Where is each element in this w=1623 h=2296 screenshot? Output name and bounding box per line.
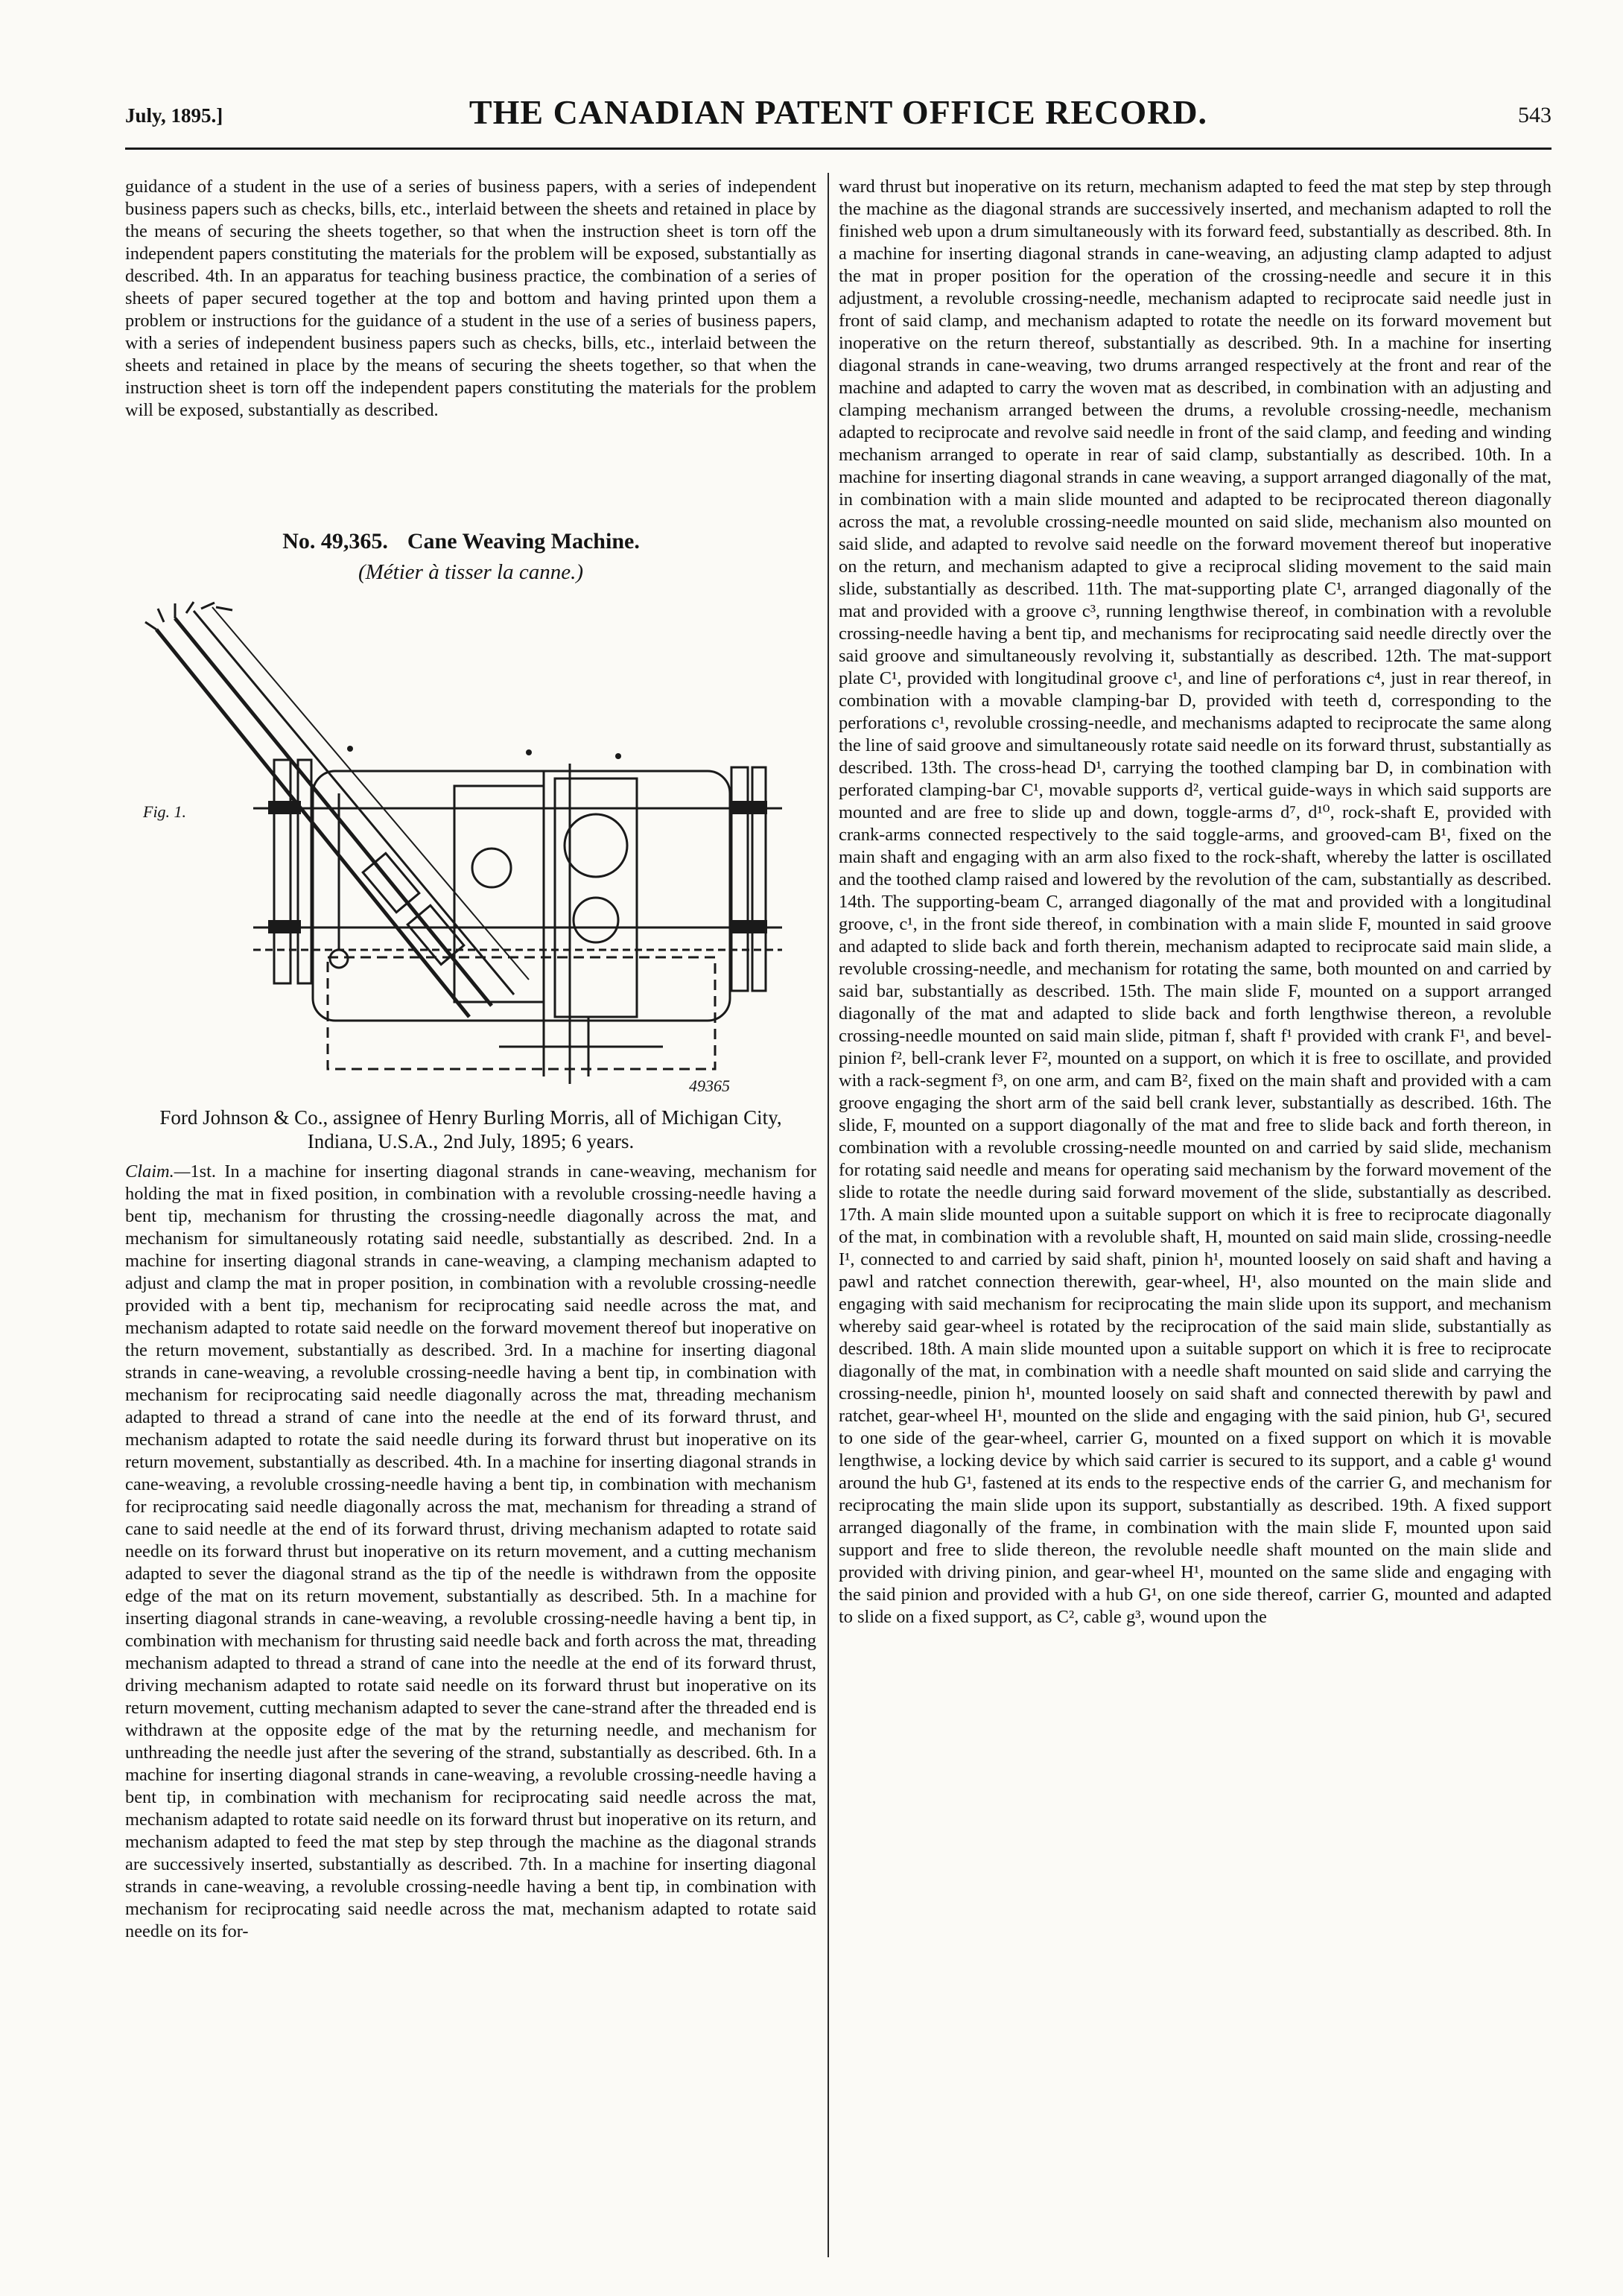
column-divider: [828, 173, 829, 2257]
intro-text: guidance of a student in the use of a series of business papers, with a series of independent business papers such as checks, bills, etc., interlaid between the sheets and retained in place by the means of securing the sheets together, so that when the instruction sheet is torn off the independent papers constituting the materials for the problem will be exposed, substantially as described. 4th. In an apparatus for teaching business practice, the combination of a series of sheets of paper secured together at the top and bottom and having printed upon them a problem or instructions for the guidance of a student in the use of a series of business papers, with a series of independent business papers such as checks, bills, etc., interlaid between the sheets and retained in place by the means of securing the sheets together, so that when the instruction sheet is torn off the independent papers constituting the materials for the problem will be exposed, substantially as described.: [125, 177, 816, 420]
claims-left-text: [125, 1161, 816, 1943]
patent-drawing: [142, 600, 782, 1099]
assignee-text: Ford Johnson & Co., assignee of Henry Burling Morris, all of Michigan City, Indiana, U.S.A., 2nd July, 1895; 6 years.: [159, 1106, 782, 1152]
issue-date: July, 1895.]: [125, 104, 223, 127]
assignee-paragraph: [125, 1106, 816, 1153]
claim-lead: Claim.—: [125, 1161, 191, 1182]
page-number: 543: [1518, 103, 1551, 127]
cane-weaving-machine-drawing: [142, 600, 782, 1099]
patent-french-title: (Métier à tisser la canne.): [358, 560, 583, 584]
figure-label: Fig. 1.: [143, 802, 187, 821]
header-rule: [125, 148, 1551, 150]
claims-right-text: ward thrust but inoperative on its return, mechanism adapted to feed the mat step by step through the machine as the diagonal strands are successively inserted, and mechanism adapted to roll the finished web upon a drum simultaneously with its forward feed, substantially as described. 8th. In a machine for inserting diagonal strands in cane-weaving, an adjusting clamp adapted to adjust the mat in proper position for the operation of the crossing-needle and secure it in this adjustment, a revoluble crossing-needle, mechanism adapted to reciprocate said needle just in front of said clamp, and mechanism adapted to rotate the needle on its forward movement but inoperative on the return thereof, substantially as described. 9th. In a machine for inserting diagonal strands in cane-weaving, two drums arranged respectively at the front and rear of the machine and adapted to carry the woven mat as described, in combination with an adjusting and clamping mechanism arranged between the drums, a revoluble crossing-needle, mechanism adapted to reciprocate and revolve said needle in front of the said clamp, and feeding and winding mechanism arranged to operate in rear of said clamp, substantially as described. 10th. In a machine for inserting diagonal strands in cane weaving, a support arranged diagonally of the mat, in combination with a main slide mounted and adapted to be reciprocated thereon diagonally across the mat, a revoluble crossing-needle mounted on said slide, mechanism also mounted on said slide, and adapted to revolve said needle on the forward movement thereof but inoperative on the return, and mechanism adapted to give a reciprocal sliding movement to the said main slide, substantially as described. 11th. The mat-supporting plate C¹, arranged diagonally of the mat and provided with a groove c³, running lengthwise thereof, in combination with a revoluble crossing-needle having a bent tip, and mechanisms for reciprocating said needle directly over the said groove and simultaneously revolving it, substantially as described. 12th. The mat-support plate C¹, provided with longitudinal groove c¹, and line of perforations c⁴, just in rear thereof, in combination with a movable clamping-bar D, provided with teeth d, corresponding to the perforations c¹, revoluble crossing-needle, and mechanisms adapted to reciprocate the same along the line of said groove and simultaneously rotate said needle on its forward thrust, substantially as described. 13th. The cross-head D¹, carrying the toothed clamping bar D, in combination with perforated clamping-bar C¹, movable supports d², vertical guide-ways in which said supports are mounted and are free to slide up and down, toggle-arms d⁷, d¹⁰, rock-shaft E, provided with crank-arms connected respectively to the said toggle-arms, and grooved-cam B¹, fixed on the main shaft and engaging with an arm also fixed to the rock-shaft, whereby the latter is oscillated and the toothed clamp raised and lowered by the revolution of the cam, substantially as described. 14th. The supporting-beam C, arranged diagonally of the mat and provided with a longitudinal groove, c¹, in the front side thereof, in combination with a main slide F, mounted in said groove and adapted to slide back and forth therein, mechanism adapted to reciprocate said main slide, a revoluble crossing-needle, and mechanism for rotating the same, both mounted on and carried by said bar, substantially as described. 15th. The main slide F, mounted on a support arranged diagonally of the mat and adapted to slide back and forth lengthwise thereon, a revoluble crossing-needle mounted on said main slide, pitman f, shaft f¹ provided with crank F¹, and bevel-pinion f², bell-crank lever F², mounted on a support, on which it is free to oscillate, and provided with a rack-segment f³, on one arm, and cam B², fixed on the main shaft and provided with a cam groove engaging the short arm of the said bell crank lever, substantially as described. 16th. The slide, F, mounted on a support diagonally of the mat and free to slide back and forth thereon, in combination with a revoluble crossing-needle mounted on and carried by said slide, mechanism for rotating said needle and means for operating said mechanism by the forward movement of the slide to rotate the needle during said forward movement of the slide, substantially as described. 17th. A main slide mounted upon a suitable support on which it is free to reciprocate diagonally of the mat, in combination with a revoluble shaft, H, mounted on said main slide, crossing-needle I¹, connected to and carried by said shaft, pinion h¹, mounted loosely on said shaft and having a pawl and ratchet connection therewith, gear-wheel, H¹, also mounted on the main slide and engaging with said mechanism for reciprocating the main slide upon its support, and mechanism whereby said gear-wheel is rotated by the reciprocation of the said main slide, substantially as described. 18th. A main slide mounted upon a suitable support on which it is free to reciprocate diagonally of the mat, in combination with a needle shaft mounted on said slide and carrying the crossing-needle, pinion h¹, mounted loosely on said shaft and connected therewith by pawl and ratchet, gear-wheel H¹, mounted on the slide and engaging with the said pinion, hub G¹, secured to one side of the gear-wheel, carrier G, mounted on a fixed support on which it is movable lengthwise, a locking device by which said carrier is secured to its support, and a cable g¹ wound around the hub G¹, fastened at its ends to the respective ends of the carrier G, and mechanism for reciprocating the main slide upon its support, substantially as described. 19th. A fixed support arranged diagonally of the frame, in combination with the main slide F, mounted upon said support and free to slide thereon, the revoluble needle shaft mounted on the main slide and provided with driving pinion, and gear-wheel H¹, mounted on the same slide and engaging with the said pinion and provided with a hub G¹, on one side thereof, carrier G, mounted and adapted to slide on a fixed support, as C², cable g³, wound upon the: [839, 177, 1551, 1627]
claims-left-body: 1st. In a machine for inserting diagonal strands in cane-weaving, mechanism for holding the mat in fixed position, in combination with a revoluble crossing-needle having a bent tip, mechanism for thrusting the crossing-needle diagonally across the mat, and mechanism for simultaneously rotating said needle, substantially as described. 2nd. In a machine for inserting diagonal strands in cane-weaving, a clamping mechanism adapted to adjust and clamp the mat in proper position, in combination with a revoluble crossing-needle provided with a bent tip, mechanism for reciprocating said needle across the mat, and mechanism adapted to rotate said needle on the forward movement thereof but inoperative on the return movement, substantially as described. 3rd. In a machine for inserting diagonal strands in cane-weaving, a revoluble crossing-needle having a bent tip, in combination with mechanism for reciprocating said needle diagonally across the mat, threading mechanism adapted to thread a strand of cane into the needle at the end of its forward thrust, and mechanism adapted to rotate the said needle during its forward thrust but inoperative on its return movement, substantially as described. 4th. In a machine for inserting diagonal strands in cane-weaving, a revoluble crossing-needle having a bent tip, in combination with mechanism for reciprocating said needle diagonally across the mat, mechanism for threading a strand of cane to said needle at the end of its forward thrust, driving mechanism adapted to rotate said needle on its forward thrust but inoperative on its return movement, and a cutting mechanism adapted to sever the diagonal strand as the tip of the needle is withdrawn from the opposite edge of the mat on its return movement, substantially as described. 5th. In a machine for inserting diagonal strands in cane-weaving, a revoluble crossing-needle having a bent tip, in combination with mechanism for thrusting said needle back and forth across the mat, threading mechanism adapted to thread a strand of cane into the needle at the end of its forward thrust, driving mechanism adapted to rotate said needle on its forward thrust but inoperative on its return movement, cutting mechanism adapted to sever the cane-strand after the threaded end is withdrawn at the opposite edge of the mat by the returning needle, and mechanism for unthreading the needle just after the severing of the strand, substantially as described. 6th. In a machine for inserting diagonal strands in cane-weaving, a revoluble crossing-needle having a bent tip, in combination with mechanism for reciprocating said needle across the mat, mechanism adapted to rotate said needle on its forward thrust but inoperative on its return, and mechanism adapted to feed the mat step by step through the machine as the diagonal strands are successively inserted, substantially as described. 7th. In a machine for inserting diagonal strands in cane-weaving, a revoluble crossing-needle having a bent tip, in combination with mechanism for reciprocating said needle across the mat, mechanism adapted to rotate said needle on its for-: [125, 1161, 816, 1941]
figure-number: 49365: [689, 1076, 730, 1095]
patent-heading: [125, 529, 816, 554]
claims-left-column: [125, 1161, 816, 1943]
patent-number: No. 49,365.: [282, 529, 388, 554]
claims-right-column: [839, 176, 1551, 1629]
intro-paragraph: [125, 176, 816, 422]
patent-title: Cane Weaving Machine.: [407, 529, 640, 554]
page-header: [125, 92, 1551, 137]
publication-title: THE CANADIAN PATENT OFFICE RECORD.: [469, 93, 1208, 131]
